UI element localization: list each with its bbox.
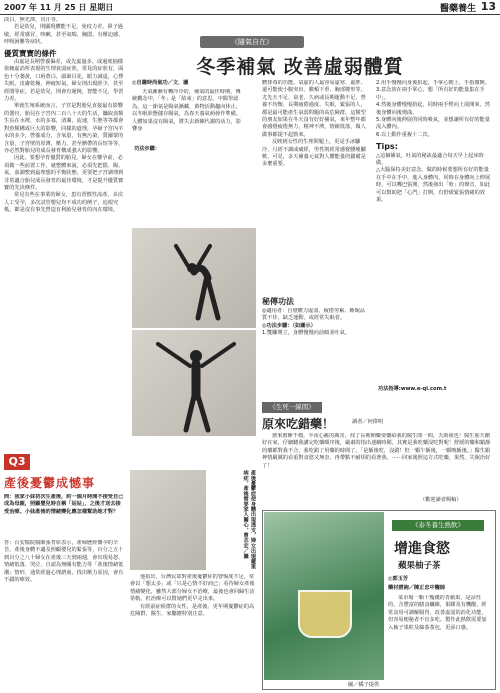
paragraph: 菜市場一顆十幾錢的青蘋果，是涼性的，含豐富的膳食纖維，果膠及有機酸，經常食用可調解腸胃，改善虛弱的消化功能，但容易便秘者不宜多吃。製作此熱飲需要加入柚子果粒及綠茶茶包，更添口感。 — [388, 595, 487, 631]
tip-item: △這個補氣，吐氣的秘訣最適合每天早上起床時做。 — [376, 152, 484, 167]
q3-body — [130, 574, 258, 688]
photo-credit: 圖／橘子提供 — [348, 682, 380, 688]
q3-question — [4, 494, 124, 538]
intro-line: 淡白，無光澤，冒汗等。 — [4, 17, 62, 23]
tea-byline: ◎郭玉芳 — [388, 576, 409, 582]
q3-badge: Q3 — [4, 454, 30, 470]
tea-subtitle: 蘋果柚子茶 — [398, 561, 441, 571]
exercise-figure-stretch — [150, 336, 240, 434]
tea-body — [388, 595, 490, 681]
column-tag: 《隨氣自在》 — [200, 36, 304, 48]
paragraph: 常見有些在事業的婦女，患有習慣性流產，多次人工受孕，多次試管嬰兒均不成功的例子，追根究柢，都是沒有事先營造有利胎兒發育的內在環境。 — [4, 192, 123, 214]
tip-item: △大腦保持美好意念，做的時候要想所有好的能量在手中在手中，進入身體內，同時在身體向上伸展時，可以嘴巴張開，然後發出「哈」的聲音，如此可以幫助把「心門」打開，有舒緩緊張情緒的效果。 — [376, 167, 491, 204]
applies-to: ◎適用者：自覺體力虛弱、疲倦勞累、睡眠品質不佳、缺乏運動、或經常失眠者。 — [262, 308, 366, 322]
paragraph: 體排毒的功能。氣虛的人最容易虛寒、虛胖、還可能使小腹突出、臉頰下垂、胸部變形等。尤先天不足、衰老、久病或長期運動不足、營養不均衡、長期疲倦過度、失眠、緊張的人，都是最可能產生氣弱問題的高危險群，這類型的朋友如果在冬天沒有好好補氣，來年整年都會感覺疲倦無力，精神不濟，情緒低落，做人做事都提不起勁來。 — [262, 80, 366, 138]
figure-label: 功法步驟： — [134, 146, 160, 152]
exercise-figure-bend — [162, 232, 232, 324]
paragraph: 他指出，台灣民眾對產後憂鬱症的警惕度不足，常會以「想太多」或「只是心情不好而已」看待婦女產後情緒變化，雖然大部分婦女不治療，最後也會回歸生活常軌，但治療可以幫她們更早走出來。 — [130, 574, 255, 603]
page-header — [0, 0, 500, 15]
secret-heading: 秘傳功法 — [262, 297, 294, 306]
answer-text: 答：台安醫院醫師張育彰表示，產婦歷經懷孕的辛苦，產後身體不適及照顧嬰兒的緊張等，百分之五十到百分之八十婦女在產後三天到兩週，會出現易怒、情緒低落、哭泣，自認為無關有能力等「產後情緒低潮」情形，通常經過心理諮商，找出壓力原因，會有不錯的療效。 — [4, 540, 124, 584]
article-col-1 — [132, 89, 242, 141]
paragraph: 因此，要想孕育優質的胎兒，婦女在懷孕前，必須做一些前置工作，就整體來說，必須先把陰、陽、氣、血調整到最理想的平衡狀態，更要把子宮調理到非常適合胎兒成長發育的最佳環境，才是提升優質寶寶的先決條件。 — [4, 155, 124, 191]
tea-tag: 《泰冬養生熱飲》 — [392, 520, 484, 531]
issue-date: 2007 年 11 月 25 日 星期日 — [4, 3, 114, 12]
steps-label: ◎功法步驟：（如圖示） — [262, 322, 316, 329]
step-item: 5.身體向後伸展的同時吸氣，並想讓所有好的能量流入體內。 — [376, 117, 490, 131]
photo-caption: 產後憂鬱症使身體出現透支，婦女出現嚴重病症，產後需要家人關心，曹志宏／攝 — [242, 470, 256, 569]
tea-title: 增進食慾 — [394, 541, 450, 557]
paragraph: 有經前症候群的女性，是產後、更年期憂鬱症的高危險群，醫生、家屬應特別注意。 — [130, 603, 255, 618]
tea-cup-icon — [298, 590, 352, 638]
section-heading: 優質寶寶的條件 — [4, 48, 57, 58]
tea-source: 藥材諮詢／陳正忠中醫師 — [388, 585, 446, 591]
q3-title: 產後憂鬱成憾事 — [4, 476, 96, 490]
step-item: 2.用手慢慢向身後拍起，手掌心朝上，手指微開。 — [376, 80, 490, 86]
paragraph: 單就生殖系統而言，子宮是對胎兒直接最有影響的器官，胎兒在子宮內二百八十天的生活，攝取血類生長在水裡，水的多寡，清濁，流速，生態等等都會對魚類構成巨大的影響，同樣的道理，孕婦子宮內羊水的多少，營養成分，含氧量，有無污染，質爾蒙的含量，子宮壁的厚薄，壓力，甚至臍帶的長短等等，亦必然對胎兒的成長發育構成強大的影響。 — [4, 103, 124, 154]
story-title: 原來吃錯藥！ — [262, 417, 335, 431]
mother-photo — [130, 470, 206, 570]
q3-answer — [4, 540, 124, 688]
section-name: 醫藥養生 — [439, 4, 476, 14]
article-col-2 — [262, 80, 370, 256]
intro-paragraph: 若是幼兒，則顯現體能不足，免疫力差，鼻子過敏，經常感冒，咳嗽，甚至氣喘、胸悶、有壓迫感、呼吸困難等症狀。 — [4, 24, 124, 46]
step-item: 1.雙腳開立，身體慢慢向前傾並吐氣。 — [262, 330, 350, 337]
guide-url[interactable]: 功法指導:www.e-qi.com.t — [378, 386, 447, 392]
paragraph: 天氣漸漸有轉冷冷的，補氣的最佳時期，傳統觀念中，「冬」是「結束」的意思。中醫學認為，這一節氣是陽氣漸藏，萬物活動趨向休止，以冬眠狀態儲存陽氣，為春天養氣萌發作準備。人體如果沒有陽氣，將失去新陳代謝的活力，影響身 — [132, 89, 241, 133]
story-note: （歡迎讀者賜稿） — [420, 497, 462, 503]
story-byline: 讀者／何偉明 — [352, 419, 384, 425]
article-col-3 — [376, 80, 494, 396]
step-item: 6.以上動作重複十二次。 — [376, 131, 433, 138]
article-title: 冬季補氣 改善虛弱體質 — [196, 56, 404, 78]
tips-heading: Tips: — [376, 142, 398, 152]
left-column — [4, 17, 124, 447]
paragraph: 由虛是長期營養偏差，或先虛過多，或過度抽樣依賴虛消所表現的生理衰弱症狀，常見的症狀有，面色十分萎黃，口唇蒼白，頭暈目花，眼力減退，心悸失眠，皮膚乾燥，神疲短氣，婦女則出現經少，甚至經閉等症。若是幼兒，則會有遲鈍，智能不足，學習力差。 — [4, 59, 124, 103]
article-col-2-bottom — [262, 308, 370, 398]
step-item: 4.然後身體慢慢抬起，同時兩手臂向上展開來，然後身體向後彎曲。 — [376, 102, 490, 116]
step-item: 3.意念放在兩手掌心，想「所有好的能量集在手中」。 — [376, 87, 485, 101]
story-body — [262, 433, 494, 497]
paragraph: 愈來愈睡不穩，半夜心跳的厲害，找了長期開藥要藥給我的醫生問一問，天助我也！醫生那天剛好在家，仔細聽我講完吃藥順序後，嚴肅的指出連續時間，其實是我吃藥沒吃對呢！舒緩的藥和鎮靜的藥都對我不合，我吃錯了用藥的時間了。「是飯後吃，沒錯！但一顆午飯後，一顆晚飯後。」醫生跟神情嚴厲的看重對食慾又無奈，再帶點不耐煩的看著我，⋯⋯回家後照這方式吃藥，果然，失眠治好了！ — [262, 433, 491, 469]
story-tag: 《生死一線間》 — [262, 402, 322, 413]
paragraph: 反映到女性的生理問題上，更是手冰腳冷、月經不調或痛經，男性則經常感覺腰痠腳軟、可見，多天補養元氣對人體能量的儲備是多麼重要。 — [262, 139, 366, 168]
question-text: 問：我家小妹初次生產後，約一個月時開不接受自己成為母親，照顧嬰兒時自稱「姑姑」，之後才送去接受治療。小妹產後的情緒變化應怎樣幫助她才對？ — [4, 494, 124, 515]
byline: ◎自賺時尚氣功／文．圖 — [132, 80, 189, 86]
page-number: 13 — [480, 0, 496, 13]
